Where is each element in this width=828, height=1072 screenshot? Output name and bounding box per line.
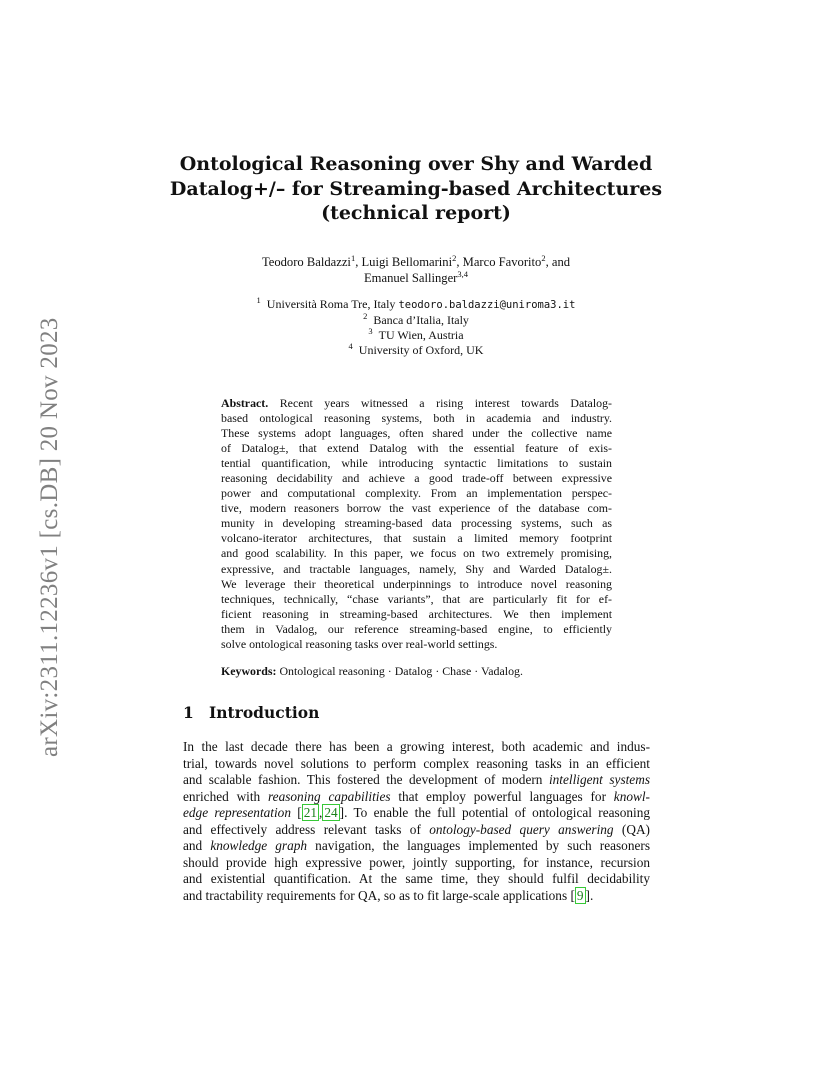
body-line [183,789,650,806]
emphasis: reasoning capabilities [268,788,391,804]
section-number: 1 [183,703,194,722]
emphasis: edge representation [183,805,291,821]
body-text: ]. To enable the full potential of ontological reasoning [339,805,650,821]
author-name: , Marco Favorito [456,255,542,269]
emphasis: knowledge graph [210,838,308,854]
affiliation-number: 4 [348,341,353,351]
arxiv-identifier-stamp: arXiv:2311.12236v1 [cs.DB] 20 Nov 2023 [36,317,63,757]
affiliation-mark: 2 [541,253,546,263]
author-sep: , and [545,255,571,269]
body-text: , [319,805,323,821]
affiliation [160,313,672,328]
body-line: trial, towards novel solutions to perform complex reasoning tasks in an efficient [183,755,650,771]
affiliation-mark: 3,4 [457,269,468,279]
abstract-text: Recent years witnessed a rising interest towards Datalog- [268,396,612,410]
affiliation [160,297,672,313]
author-name: , Luigi Bellomarini [355,255,453,269]
abstract-line: solve ontological reasoning tasks over real-world settings. [221,636,498,651]
body-text: (QA) [613,821,650,837]
title-line: (technical report) [321,202,511,224]
abstract-line: expressive, and tractable languages, namely, Shy and Warded Datalog±. [221,561,612,576]
author-name: Teodoro Baldazzi [261,255,351,269]
introduction-paragraph [183,739,650,904]
body-text: [ [290,805,302,821]
abstract-line: reasoning decidability and achieve a good trade-off between expressive [221,471,612,486]
abstract-line: them in Vadalog, our reference streaming-based engine, to efficiently [221,621,612,636]
abstract-label: Abstract. [221,396,269,410]
emphasis: intelligent systems [548,772,650,788]
body-text: and effectively address relevant tasks of [183,821,430,837]
abstract-line: based ontological reasoning systems, both in academia and industry. [221,411,612,426]
body-line: In the last decade there has been a growing interest, both academic and indus- [183,739,650,754]
author-line [160,270,672,286]
body-line [183,838,650,855]
abstract-line: techniques, technically, “chase variants”, that are particularly fit for ef- [221,591,612,606]
abstract-line: power and computational complexity. From an implementation perspec- [221,486,612,501]
citation-link[interactable]: 24 [324,805,338,821]
body-line: should provide high expressive power, jointly supporting, for instance, recursion [183,854,650,870]
abstract-line: munity in developing streaming-based data processing systems, such as [221,516,612,531]
citation-link[interactable]: 21 [303,805,318,821]
title-line: Datalog+/– for Streaming-based Architectures [169,177,663,200]
body-text: and [183,838,211,854]
body-line [183,805,650,822]
affiliation-number: 1 [256,295,261,305]
body-text: and tractability requirements for QA, so as to fit large-scale applications [ [183,887,575,903]
emphasis: knowl- [613,788,650,804]
abstract-line: volcano-iterator architectures, that sustain a limited memory footprint [221,531,612,546]
abstract-line: We leverage their theoretical underpinnings to introduce novel reasoning [221,576,612,591]
affiliation-mark: 1 [350,253,356,263]
body-text: enriched with [183,788,268,804]
affiliation [160,343,672,358]
body-line [183,822,650,839]
abstract-line [221,396,612,411]
citation-link[interactable]: 9 [576,887,584,903]
section-heading [183,703,319,722]
keywords-label: Keywords: [221,664,277,678]
body-text: that employ powerful languages for [390,788,614,804]
keywords-text: Ontological reasoning · Datalog · Chase · Vadalog. [276,664,523,678]
author-email-link[interactable]: teodoro.baldazzi@uniroma3.it [398,299,576,311]
body-text: navigation, the languages implemented by such reasoners [307,838,650,854]
affiliation-text: Banca d’Italia, Italy [373,313,469,327]
abstract-line: These systems adopt languages, often shared under the collective name [221,426,612,441]
abstract-line: and good scalability. In this paper, we focus on two extremely promising, [221,546,612,561]
keywords [221,664,612,679]
author-name: Emanuel Sallinger [363,271,458,285]
affiliation-text: TU Wien, Austria [378,328,464,342]
abstract-line: of Datalog±, that extend Datalog with the essential feature of exis- [221,441,612,456]
body-line: and existential quantification. At the same time, they should fulfil decidability [183,871,650,887]
author-list [160,254,672,286]
abstract [221,396,612,652]
affiliation-mark: 2 [452,253,457,263]
affiliation-text: University of Oxford, UK [358,343,484,357]
emphasis: ontology-based query answering [429,821,614,837]
affiliation [160,328,672,343]
body-line [183,772,650,789]
title-line: Ontological Reasoning over Shy and Warded [179,153,653,175]
author-line [160,254,672,270]
paper-title [120,152,712,226]
abstract-line: tive, modern reasoners borrow the vast experience of the database com- [221,501,612,516]
affiliation-number: 2 [363,311,368,321]
affiliation-list [160,297,672,358]
body-text: and scalable fashion. This fostered the development of modern [183,772,549,788]
body-line [183,888,650,905]
section-title: Introduction [209,703,320,722]
abstract-line: ficient reasoning in streaming-based architectures. We then implement [221,606,612,621]
affiliation-number: 3 [368,326,373,336]
body-text: ]. [585,887,594,903]
affiliation-text: Università Roma Tre, Italy [266,297,399,311]
abstract-line: tential quantification, while introducing syntactic limitations to sustain [221,456,612,471]
